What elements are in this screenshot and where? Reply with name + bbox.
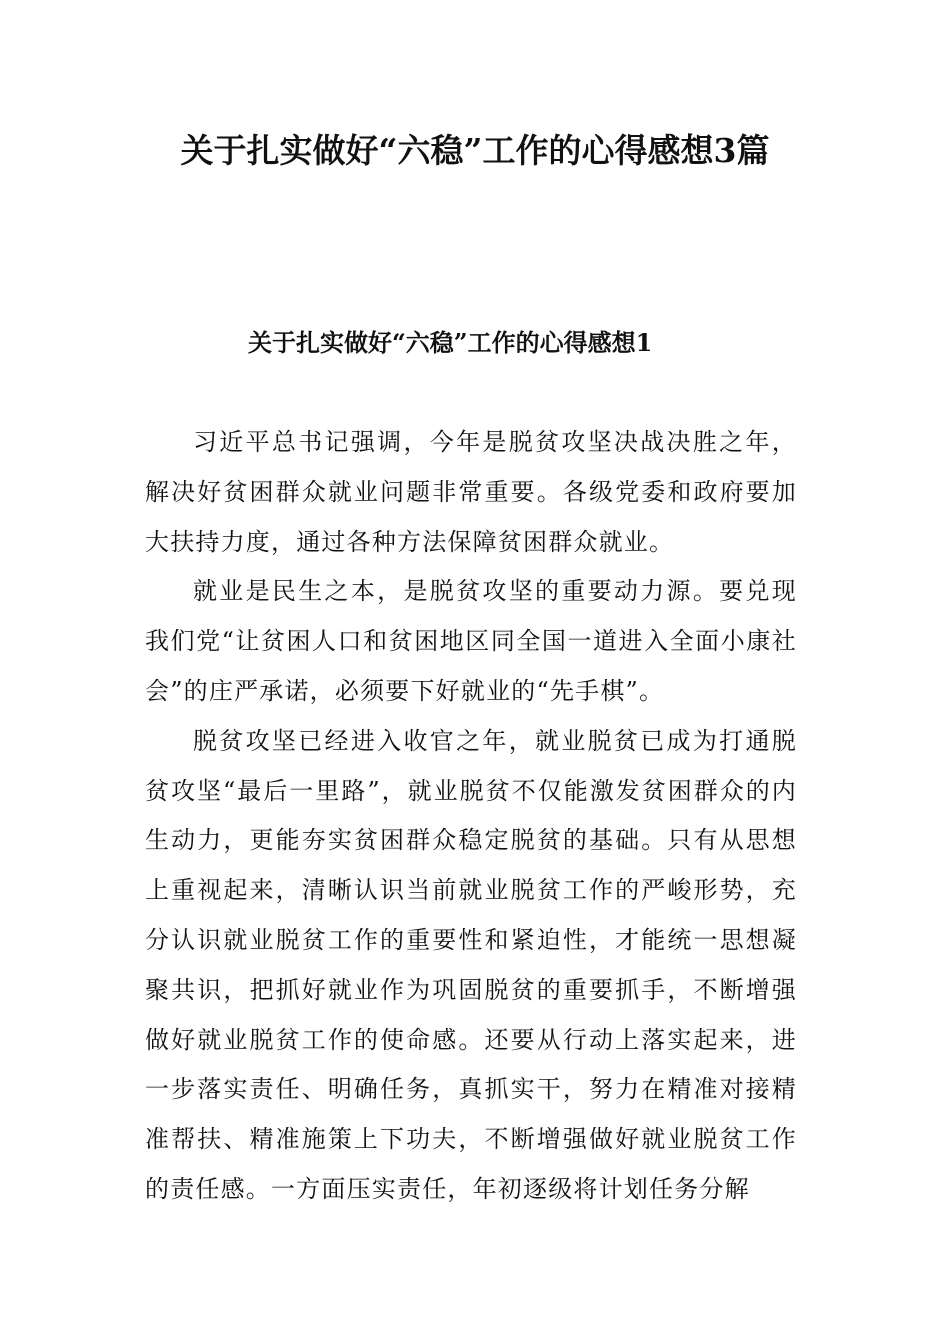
section-title: 关于扎实做好“六稳”工作的心得感想1 [248, 328, 653, 357]
document-body [145, 418, 797, 1215]
paragraph-3: 脱贫攻坚已经进入收官之年，就业脱贫已成为打通脱贫攻坚“最后一里路”，就业脱贫不仅能激发贫困群众的内生动力，更能夯实贫困群众稳定脱贫的基础。只有从思想上重视起来，清晰认识当前就业脱贫工作的严峻形势，充分认识就业脱贫工作的重要性和紧迫性，才能统一思想凝聚共识，把抓好就业作为巩固脱贫的重要抓手，不断增强做好就业脱贫工作的使命感。还要从行动上落实起来，进一步落实责任、明确任务，真抓实干，努力在精准对接精准帮扶、精准施策上下功夫，不断增强做好就业脱贫工作的责任感。一方面压实责任，年初逐级将计划任务分解 [145, 726, 797, 1203]
paragraph-1: 习近平总书记强调，今年是脱贫攻坚决战决胜之年，解决好贫困群众就业问题非常重要。各级党委和政府要加大扶持力度，通过各种方法保障贫困群众就业。 [145, 428, 797, 556]
paragraph-2: 就业是民生之本，是脱贫攻坚的重要动力源。要兑现我们党“让贫困人口和贫困地区同全国一道进入全面小康社会”的庄严承诺，必须要下好就业的“先手棋”。 [145, 577, 797, 705]
document-title: 关于扎实做好“六稳”工作的心得感想3篇 [180, 131, 770, 170]
